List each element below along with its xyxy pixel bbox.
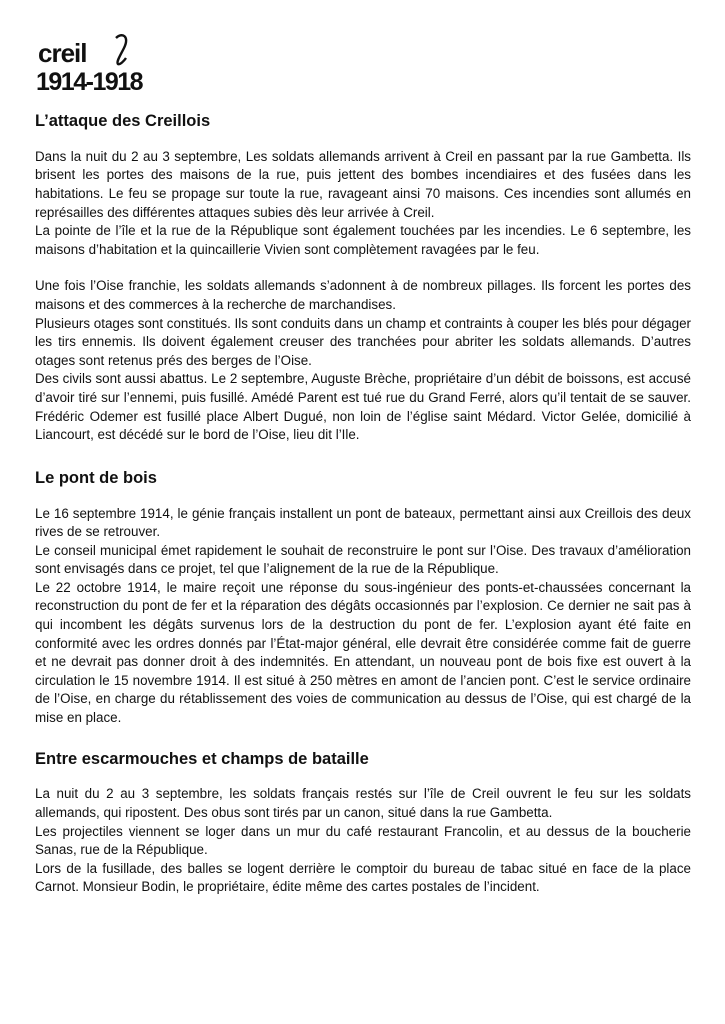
paragraph: Plusieurs otages sont constitués. Ils sont conduits dans un champ et contraints à couper les blés pour dégager les tirs ennemis. Ils doivent également creuser des tranchées pour abriter les soldats allemands. D’autres otages sont retenus prés des berges de l’Oise. <box>35 315 691 368</box>
logo-years-text: 1914-1918 <box>36 68 143 94</box>
paragraph: Les projectiles viennent se loger dans un mur du café restaurant Francolin, et au dessus de la boucherie Sanas, rue de la République. <box>35 823 691 858</box>
logo-town-text: creil <box>38 38 87 68</box>
creil-1914-1918-logo <box>36 32 168 94</box>
paragraph: Des civils sont aussi abattus. Le 2 septembre, Auguste Brèche, propriétaire d’un débit de boissons, est accusé d’avoir tiré sur l’ennemi, puis fusillé. Amédé Parent est tué rue du Grand Ferré, alors qu’il tentait de se sauver. Frédéric Odemer est fusillé place Albert Dugué, non loin de l’église saint Médard. Victor Gelée, domicilié à Liancourt, est décédé sur le bord de l’Oise, lieu dit l’Ile. <box>35 371 691 443</box>
document-body <box>35 112 691 897</box>
paragraph: Lors de la fusillade, des balles se logent derrière le comptoir du bureau de tabac situé en face de la place Carnot. Monsieur Bodin, le propriétaire, édite même des cartes postales de l’incident. <box>35 860 691 895</box>
section <box>35 469 691 728</box>
paragraph: La pointe de l’île et la rue de la République sont également touchées par les incendies. Le 6 septembre, les maisons d’habitation et la quincaillerie Vivien sont complètement ravagées par le feu. <box>35 223 691 257</box>
section <box>35 750 691 897</box>
paragraph: Dans la nuit du 2 au 3 septembre, Les soldats allemands arrivent à Creil en passant par la rue Gambetta. Ils brisent les portes des maisons de la rue, puis jettent des bombes incendiaires et des fusées dans les habitations. Le feu se propage sur toute la rue, ravageant ainsi 70 maisons. Ces incendies sont allumés en représailles des différentes attaques subies dès leur arrivée à Creil. <box>35 148 691 220</box>
paragraph: Le conseil municipal émet rapidement le souhait de reconstruire le pont sur l’Oise. Des travaux d’amélioration sont envisagés dans ce projet, tel que l’alignement de la rue de la République. <box>35 542 691 577</box>
paragraph: Le 22 octobre 1914, le maire reçoit une réponse du sous-ingénieur des ponts-et-chaussées concernant la reconstruction du pont de fer et la réparation des dégâts occasionnés par l’explosion. Ce dernier ne sait pas à qui incombent les dégâts survenus lors de la destruction du pont de fer. L’explosion ayant été faite en conformité avec les ordres donnés par l’État-major général, elle devrait être considérée comme fait de guerre et ne devrait pas donner droit à des indemnités. En attendant, un nouveau pont de bois fixe est ouvert à la circulation le 15 novembre 1914. Il est situé à 250 mètres en amont de l’ancien pont. C’est le service ordinaire de l’Oise, en charge du rétablissement des voies de communication au dessus de l’Oise, qui est chargé de la mise en place. <box>35 579 691 726</box>
section-heading: Le pont de bois <box>35 468 157 487</box>
section-heading: Entre escarmouches et champs de bataille <box>35 749 369 768</box>
paragraph: La nuit du 2 au 3 septembre, les soldats français restés sur l’île de Creil ouvrent le feu sur les soldats allemands, qui ripostent. Des obus sont tirés par un canon, situé dans la rue Gambetta. <box>35 786 691 821</box>
section-heading: L’attaque des Creillois <box>35 112 211 130</box>
paragraph: Une fois l’Oise franchie, les soldats allemands s’adonnent à de nombreux pillages. Ils forcent les portes des maisons et des commerces à la recherche de marchandises. <box>35 278 691 312</box>
paragraph-gap <box>35 259 691 277</box>
paragraph: Le 16 septembre 1914, le génie français installent un pont de bateaux, permettant ainsi aux Creillois des deux rives de se retrouver. <box>35 505 691 540</box>
section <box>35 112 691 445</box>
